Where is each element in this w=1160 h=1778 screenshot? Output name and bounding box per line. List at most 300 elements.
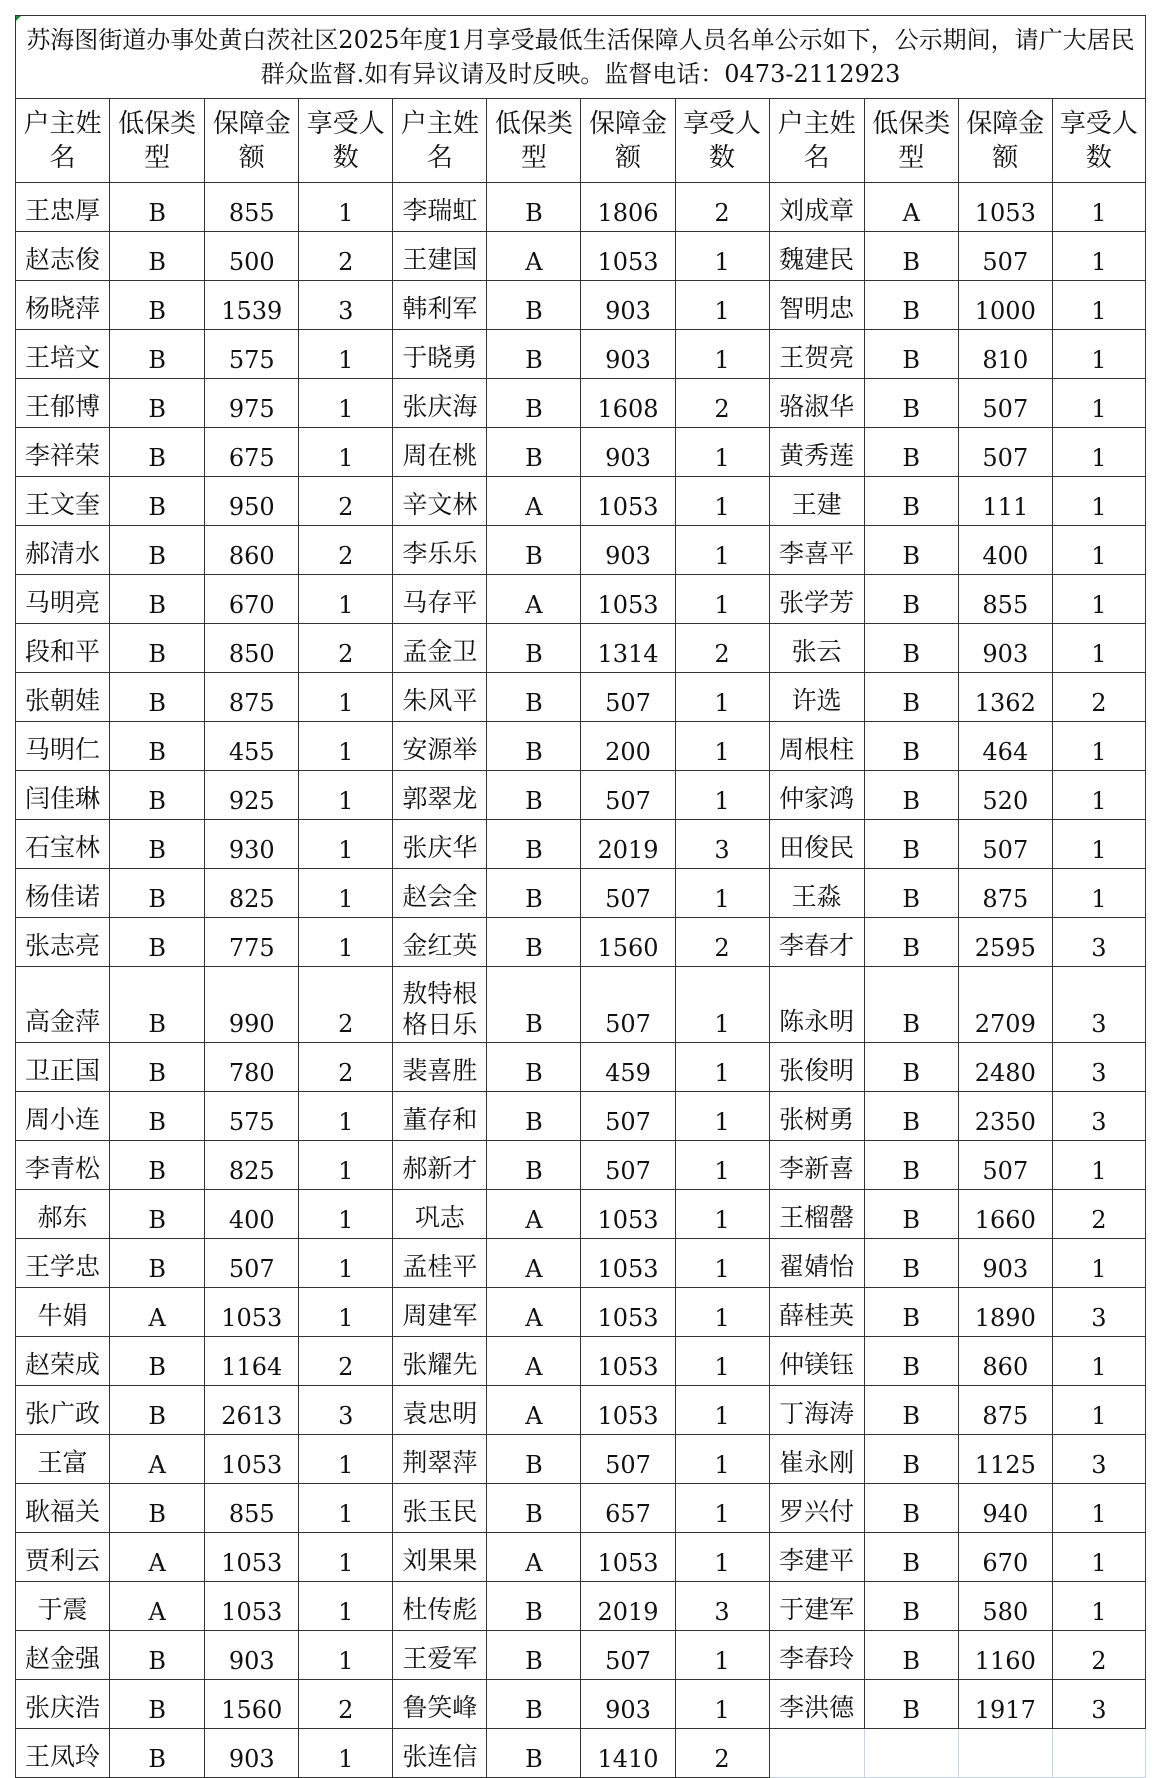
- welfare-type-cell: B: [864, 526, 958, 575]
- household-name-cell: 周根柱: [769, 722, 864, 771]
- amount-cell: 950: [205, 477, 299, 526]
- household-name-cell: 裴喜胜: [393, 1043, 487, 1092]
- welfare-type-cell: B: [487, 673, 581, 722]
- welfare-type-cell: B: [487, 1582, 581, 1631]
- welfare-list-sheet: [15, 15, 1146, 1778]
- people-count-cell: 2: [299, 1337, 393, 1386]
- welfare-type-cell: B: [487, 379, 581, 428]
- header-row: [16, 99, 1146, 183]
- welfare-type-cell: B: [110, 575, 205, 624]
- welfare-type-cell: B: [487, 1092, 581, 1141]
- welfare-type-cell: A: [487, 1288, 581, 1337]
- table-row: [16, 820, 1146, 869]
- people-count-cell: 1: [675, 1190, 769, 1239]
- welfare-type-cell: B: [864, 379, 958, 428]
- welfare-type-cell: B: [864, 722, 958, 771]
- welfare-type-cell: B: [864, 330, 958, 379]
- amount-cell: 507: [581, 771, 675, 820]
- welfare-type-cell: A: [110, 1435, 205, 1484]
- amount-cell: 580: [958, 1582, 1052, 1631]
- welfare-type-cell: B: [864, 1533, 958, 1582]
- welfare-type-cell: A: [110, 1533, 205, 1582]
- household-name-cell: 贾利云: [16, 1533, 110, 1582]
- household-name-cell: 薛桂英: [769, 1288, 864, 1337]
- people-count-cell: 2: [675, 918, 769, 967]
- household-name-cell: 杜传彪: [393, 1582, 487, 1631]
- people-count-cell: 2: [675, 183, 769, 232]
- amount-cell: 775: [205, 918, 299, 967]
- household-name-cell: [769, 1729, 864, 1778]
- people-count-cell: 1: [1052, 428, 1145, 477]
- people-count-cell: 1: [675, 1288, 769, 1337]
- household-name-cell: 王文奎: [16, 477, 110, 526]
- people-count-cell: [1052, 1729, 1145, 1778]
- amount-cell: 903: [205, 1631, 299, 1680]
- table-row: [16, 918, 1146, 967]
- amount-cell: 990: [205, 967, 299, 1043]
- welfare-type-cell: B: [864, 1043, 958, 1092]
- amount-cell: 1053: [581, 1288, 675, 1337]
- household-name-cell: 段和平: [16, 624, 110, 673]
- welfare-type-cell: B: [864, 1288, 958, 1337]
- welfare-type-cell: B: [864, 820, 958, 869]
- amount-cell: 855: [958, 575, 1052, 624]
- household-name-cell: 王榴罄: [769, 1190, 864, 1239]
- people-count-cell: 1: [1052, 330, 1145, 379]
- table-row: [16, 1043, 1146, 1092]
- amount-cell: 940: [958, 1484, 1052, 1533]
- welfare-type-cell: B: [487, 1729, 581, 1778]
- table-row: [16, 771, 1146, 820]
- amount-cell: 2350: [958, 1092, 1052, 1141]
- amount-cell: 825: [205, 869, 299, 918]
- household-name-cell: 荆翠萍: [393, 1435, 487, 1484]
- table-row: [16, 183, 1146, 232]
- amount-cell: 575: [205, 330, 299, 379]
- amount-cell: 810: [958, 330, 1052, 379]
- welfare-type-cell: A: [487, 1386, 581, 1435]
- amount-cell: 464: [958, 722, 1052, 771]
- household-name-cell: 朱风平: [393, 673, 487, 722]
- amount-cell: 507: [958, 820, 1052, 869]
- people-count-cell: 2: [1052, 1190, 1145, 1239]
- household-name-cell: 张耀先: [393, 1337, 487, 1386]
- household-name-cell: 张树勇: [769, 1092, 864, 1141]
- welfare-type-cell: B: [487, 330, 581, 379]
- people-count-cell: 1: [1052, 1141, 1145, 1190]
- amount-cell: 825: [205, 1141, 299, 1190]
- header-cell: 享受人数: [299, 99, 393, 183]
- table-row: [16, 673, 1146, 722]
- household-name-cell: 罗兴付: [769, 1484, 864, 1533]
- people-count-cell: 1: [299, 428, 393, 477]
- household-name-cell: 张学芳: [769, 575, 864, 624]
- welfare-type-cell: B: [864, 575, 958, 624]
- table-row: [16, 1680, 1146, 1729]
- welfare-type-cell: A: [864, 183, 958, 232]
- amount-cell: 507: [581, 1435, 675, 1484]
- amount-cell: 1410: [581, 1729, 675, 1778]
- table-row: [16, 477, 1146, 526]
- household-name-cell: 张俊明: [769, 1043, 864, 1092]
- welfare-type-cell: B: [864, 869, 958, 918]
- people-count-cell: 1: [299, 330, 393, 379]
- table-row: [16, 869, 1146, 918]
- table-row: [16, 624, 1146, 673]
- welfare-type-cell: B: [110, 771, 205, 820]
- amount-cell: 1362: [958, 673, 1052, 722]
- people-count-cell: 1: [1052, 379, 1145, 428]
- amount-cell: 1053: [581, 1190, 675, 1239]
- amount-cell: 1917: [958, 1680, 1052, 1729]
- welfare-type-cell: B: [110, 526, 205, 575]
- header-cell: 低保类型: [864, 99, 958, 183]
- amount-cell: 670: [958, 1533, 1052, 1582]
- household-name-cell: 李建平: [769, 1533, 864, 1582]
- welfare-type-cell: B: [487, 771, 581, 820]
- household-name-cell: 张朝娃: [16, 673, 110, 722]
- people-count-cell: 3: [1052, 1043, 1145, 1092]
- welfare-type-cell: A: [487, 1337, 581, 1386]
- people-count-cell: 2: [675, 379, 769, 428]
- welfare-type-cell: B: [864, 477, 958, 526]
- household-name-cell: 赵志俊: [16, 232, 110, 281]
- welfare-type-cell: B: [487, 183, 581, 232]
- people-count-cell: 1: [1052, 1386, 1145, 1435]
- amount-cell: 1053: [205, 1582, 299, 1631]
- welfare-type-cell: B: [110, 1043, 205, 1092]
- amount-cell: 903: [205, 1729, 299, 1778]
- table-row: [16, 1435, 1146, 1484]
- household-name-cell: 张庆浩: [16, 1680, 110, 1729]
- amount-cell: 903: [958, 1239, 1052, 1288]
- amount-cell: 507: [205, 1239, 299, 1288]
- amount-cell: 1125: [958, 1435, 1052, 1484]
- household-name-cell: 巩志: [393, 1190, 487, 1239]
- amount-cell: 2595: [958, 918, 1052, 967]
- household-name-cell: 闫佳琳: [16, 771, 110, 820]
- household-name-cell: 周在桃: [393, 428, 487, 477]
- people-count-cell: 1: [1052, 232, 1145, 281]
- household-name-cell: 李瑞虹: [393, 183, 487, 232]
- household-name-cell: 王忠厚: [16, 183, 110, 232]
- welfare-type-cell: B: [110, 1484, 205, 1533]
- table-row: [16, 1729, 1146, 1778]
- welfare-type-cell: B: [110, 1239, 205, 1288]
- amount-cell: 455: [205, 722, 299, 771]
- welfare-type-cell: B: [487, 1435, 581, 1484]
- amount-cell: 1314: [581, 624, 675, 673]
- welfare-type-cell: B: [110, 918, 205, 967]
- amount-cell: 1053: [581, 477, 675, 526]
- people-count-cell: 1: [299, 1141, 393, 1190]
- household-name-cell: 王建国: [393, 232, 487, 281]
- amount-cell: 903: [958, 624, 1052, 673]
- people-count-cell: 3: [675, 1582, 769, 1631]
- amount-cell: 2019: [581, 1582, 675, 1631]
- welfare-type-cell: B: [864, 1484, 958, 1533]
- welfare-type-cell: B: [110, 1190, 205, 1239]
- people-count-cell: 3: [299, 281, 393, 330]
- amount-cell: 875: [958, 869, 1052, 918]
- people-count-cell: 3: [1052, 1435, 1145, 1484]
- people-count-cell: 2: [675, 1729, 769, 1778]
- household-name-cell: 董存和: [393, 1092, 487, 1141]
- welfare-type-cell: B: [864, 1092, 958, 1141]
- people-count-cell: 1: [299, 1092, 393, 1141]
- amount-cell: 1053: [581, 1337, 675, 1386]
- household-name-cell: 于晓勇: [393, 330, 487, 379]
- household-name-cell: 金红英: [393, 918, 487, 967]
- people-count-cell: 1: [1052, 771, 1145, 820]
- welfare-type-cell: A: [487, 1190, 581, 1239]
- household-name-cell: 王贺亮: [769, 330, 864, 379]
- welfare-type-cell: B: [864, 624, 958, 673]
- household-name-cell: 郝东: [16, 1190, 110, 1239]
- household-name-cell: 李喜平: [769, 526, 864, 575]
- welfare-type-cell: A: [487, 1533, 581, 1582]
- welfare-type-cell: B: [864, 1190, 958, 1239]
- people-count-cell: 3: [1052, 1092, 1145, 1141]
- welfare-type-cell: B: [487, 1484, 581, 1533]
- household-name-cell: 鲁笑峰: [393, 1680, 487, 1729]
- household-name-cell: 周建军: [393, 1288, 487, 1337]
- amount-cell: 675: [205, 428, 299, 477]
- welfare-type-cell: B: [110, 379, 205, 428]
- welfare-type-cell: B: [487, 722, 581, 771]
- welfare-type-cell: B: [487, 624, 581, 673]
- people-count-cell: 1: [1052, 624, 1145, 673]
- household-name-cell: 韩利军: [393, 281, 487, 330]
- welfare-type-cell: B: [110, 1680, 205, 1729]
- household-name-cell: 张云: [769, 624, 864, 673]
- amount-cell: 200: [581, 722, 675, 771]
- amount-cell: 1560: [205, 1680, 299, 1729]
- welfare-type-cell: B: [487, 918, 581, 967]
- header-cell: 低保类型: [110, 99, 205, 183]
- welfare-type-cell: B: [864, 1141, 958, 1190]
- people-count-cell: 1: [299, 379, 393, 428]
- household-name-cell: 郝清水: [16, 526, 110, 575]
- people-count-cell: 1: [675, 526, 769, 575]
- welfare-type-cell: A: [487, 232, 581, 281]
- household-name-cell: 孟桂平: [393, 1239, 487, 1288]
- people-count-cell: 2: [299, 1043, 393, 1092]
- welfare-type-cell: B: [487, 1043, 581, 1092]
- people-count-cell: 1: [1052, 1484, 1145, 1533]
- people-count-cell: 1: [1052, 281, 1145, 330]
- amount-cell: 780: [205, 1043, 299, 1092]
- household-name-cell: 张庆华: [393, 820, 487, 869]
- amount-cell: 903: [581, 428, 675, 477]
- amount-cell: 1660: [958, 1190, 1052, 1239]
- people-count-cell: 1: [299, 918, 393, 967]
- welfare-type-cell: B: [864, 1582, 958, 1631]
- people-count-cell: 1: [675, 330, 769, 379]
- welfare-type-cell: B: [110, 869, 205, 918]
- table-row: [16, 1288, 1146, 1337]
- amount-cell: 2480: [958, 1043, 1052, 1092]
- welfare-type-cell: B: [110, 1337, 205, 1386]
- welfare-type-cell: B: [110, 722, 205, 771]
- people-count-cell: 1: [675, 1092, 769, 1141]
- amount-cell: 1053: [581, 1239, 675, 1288]
- people-count-cell: 1: [675, 1680, 769, 1729]
- amount-cell: 855: [205, 183, 299, 232]
- household-name-cell: 黄秀莲: [769, 428, 864, 477]
- header-cell: 保障金额: [581, 99, 675, 183]
- amount-cell: 507: [581, 1141, 675, 1190]
- welfare-type-cell: B: [864, 281, 958, 330]
- welfare-type-cell: [864, 1729, 958, 1778]
- people-count-cell: 1: [675, 1631, 769, 1680]
- amount-cell: 1000: [958, 281, 1052, 330]
- welfare-type-cell: B: [110, 1092, 205, 1141]
- people-count-cell: 2: [299, 526, 393, 575]
- table-row: [16, 1484, 1146, 1533]
- people-count-cell: 1: [299, 575, 393, 624]
- people-count-cell: 1: [1052, 722, 1145, 771]
- welfare-type-cell: B: [864, 1239, 958, 1288]
- household-name-cell: 李祥荣: [16, 428, 110, 477]
- household-name-cell: 安源举: [393, 722, 487, 771]
- people-count-cell: 1: [675, 967, 769, 1043]
- people-count-cell: 2: [299, 477, 393, 526]
- table-row: [16, 1141, 1146, 1190]
- welfare-type-cell: A: [110, 1582, 205, 1631]
- household-name-cell: 李新喜: [769, 1141, 864, 1190]
- amount-cell: 1053: [581, 1533, 675, 1582]
- people-count-cell: 1: [675, 1337, 769, 1386]
- amount-cell: 507: [581, 673, 675, 722]
- people-count-cell: 1: [1052, 183, 1145, 232]
- amount-cell: 111: [958, 477, 1052, 526]
- amount-cell: 507: [958, 1141, 1052, 1190]
- welfare-type-cell: B: [487, 526, 581, 575]
- amount-cell: 670: [205, 575, 299, 624]
- amount-cell: 1053: [205, 1533, 299, 1582]
- table-row: [16, 1386, 1146, 1435]
- welfare-type-cell: B: [110, 967, 205, 1043]
- household-name-cell: 于建军: [769, 1582, 864, 1631]
- amount-cell: 1053: [581, 575, 675, 624]
- household-name-cell: 石宝林: [16, 820, 110, 869]
- welfare-type-cell: B: [864, 1680, 958, 1729]
- welfare-type-cell: B: [110, 428, 205, 477]
- amount-cell: 1806: [581, 183, 675, 232]
- people-count-cell: 1: [1052, 1533, 1145, 1582]
- people-count-cell: 1: [299, 1729, 393, 1778]
- household-name-cell: 张志亮: [16, 918, 110, 967]
- household-name-cell: 赵金强: [16, 1631, 110, 1680]
- amount-cell: 507: [958, 428, 1052, 477]
- amount-cell: 507: [581, 967, 675, 1043]
- welfare-type-cell: B: [487, 820, 581, 869]
- welfare-type-cell: B: [110, 1141, 205, 1190]
- amount-cell: 2613: [205, 1386, 299, 1435]
- people-count-cell: 1: [675, 477, 769, 526]
- welfare-type-cell: B: [864, 771, 958, 820]
- welfare-type-cell: B: [110, 330, 205, 379]
- amount-cell: 1053: [581, 232, 675, 281]
- table-row: [16, 281, 1146, 330]
- household-name-cell: 牛娟: [16, 1288, 110, 1337]
- household-name-cell: 耿福关: [16, 1484, 110, 1533]
- household-name-cell: 李乐乐: [393, 526, 487, 575]
- household-name-cell: 马明亮: [16, 575, 110, 624]
- amount-cell: 657: [581, 1484, 675, 1533]
- welfare-type-cell: B: [110, 624, 205, 673]
- household-name-cell: 马存平: [393, 575, 487, 624]
- household-name-cell: 刘果果: [393, 1533, 487, 1582]
- welfare-type-cell: B: [864, 1337, 958, 1386]
- welfare-type-cell: B: [487, 281, 581, 330]
- amount-cell: 860: [205, 526, 299, 575]
- people-count-cell: 1: [675, 1435, 769, 1484]
- people-count-cell: 1: [1052, 820, 1145, 869]
- amount-cell: 1890: [958, 1288, 1052, 1337]
- table-row: [16, 1337, 1146, 1386]
- people-count-cell: 2: [675, 624, 769, 673]
- welfare-type-cell: B: [487, 1141, 581, 1190]
- people-count-cell: 3: [1052, 1680, 1145, 1729]
- welfare-type-cell: B: [864, 1386, 958, 1435]
- people-count-cell: 1: [675, 1533, 769, 1582]
- amount-cell: 459: [581, 1043, 675, 1092]
- people-count-cell: 2: [1052, 1631, 1145, 1680]
- table-row: [16, 1582, 1146, 1631]
- welfare-type-cell: B: [110, 183, 205, 232]
- people-count-cell: 1: [299, 722, 393, 771]
- people-count-cell: 1: [675, 1141, 769, 1190]
- amount-cell: 975: [205, 379, 299, 428]
- people-count-cell: 1: [299, 183, 393, 232]
- household-name-cell: 丁海涛: [769, 1386, 864, 1435]
- people-count-cell: 1: [299, 1288, 393, 1337]
- amount-cell: 2709: [958, 967, 1052, 1043]
- household-name-cell: 李青松: [16, 1141, 110, 1190]
- table-body: [16, 183, 1146, 1778]
- household-name-cell: 刘成章: [769, 183, 864, 232]
- people-count-cell: 1: [675, 1239, 769, 1288]
- table-row: [16, 526, 1146, 575]
- people-count-cell: 2: [1052, 673, 1145, 722]
- table-row: [16, 428, 1146, 477]
- household-name-cell: 魏建民: [769, 232, 864, 281]
- amount-cell: 925: [205, 771, 299, 820]
- welfare-type-cell: B: [110, 281, 205, 330]
- people-count-cell: 1: [1052, 1337, 1145, 1386]
- amount-cell: [958, 1729, 1052, 1778]
- amount-cell: 507: [581, 1631, 675, 1680]
- amount-cell: 1053: [581, 1386, 675, 1435]
- welfare-type-cell: A: [110, 1288, 205, 1337]
- people-count-cell: 3: [299, 1386, 393, 1435]
- household-name-cell: 李春才: [769, 918, 864, 967]
- amount-cell: 1053: [205, 1288, 299, 1337]
- welfare-type-cell: B: [110, 673, 205, 722]
- household-name-cell: 李洪德: [769, 1680, 864, 1729]
- household-name-cell: 郝新才: [393, 1141, 487, 1190]
- household-name-cell: 辛文林: [393, 477, 487, 526]
- amount-cell: 903: [581, 526, 675, 575]
- people-count-cell: 1: [1052, 575, 1145, 624]
- table-row: [16, 575, 1146, 624]
- household-name-cell: 王凤玲: [16, 1729, 110, 1778]
- people-count-cell: 2: [299, 232, 393, 281]
- amount-cell: 930: [205, 820, 299, 869]
- amount-cell: 1053: [958, 183, 1052, 232]
